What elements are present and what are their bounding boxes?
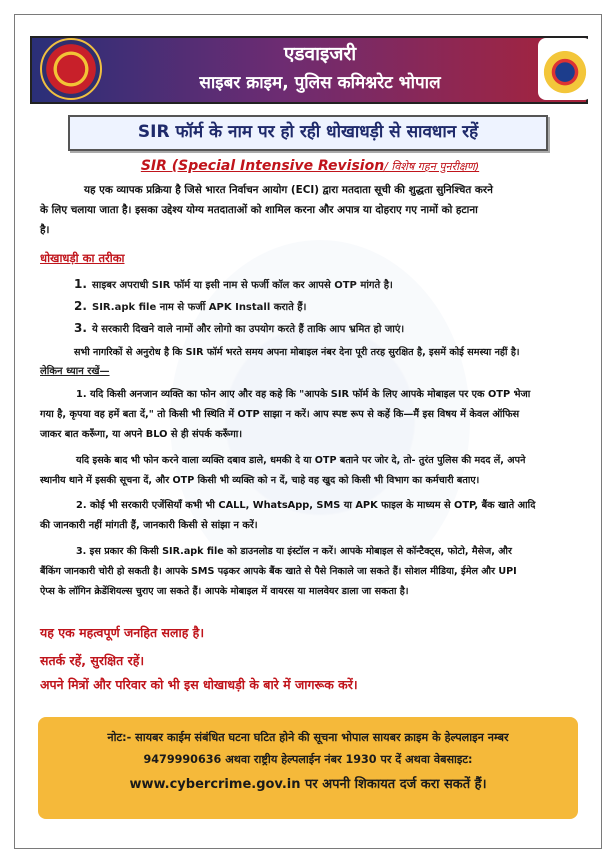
fraud-item-text: SIR.apk file नाम से फर्जी APK Install कराते हैं। — [92, 302, 307, 313]
advisory-title: एडवाइजरी — [283, 43, 357, 65]
note-line-2: 9479990636 अथवा राष्ट्रीय हेल्पलाईन नंबर 1930 पर दें अथवा वेबसाइट: — [143, 753, 473, 766]
fraud-item-2 — [74, 299, 594, 315]
fraud-item-text: ये सरकारी दिखने वाले नामों और लोगो का उपयोग करते हैं ताकि आप भ्रमित हो जाएं। — [92, 324, 405, 335]
intro-line-3: है। — [40, 224, 50, 236]
fraud-item-text: साइबर अपराधी SIR फॉर्म या इसी नाम से फर्जी कॉल कर आपसे OTP मांगते है। — [92, 280, 393, 291]
point2-line-1: 2. कोई भी सरकारी एजेंसियाँ कभी भी CALL, WhatsApp, SMS या APK फाइल के माध्यम से OTP, बैंक खाते आदि — [76, 500, 536, 511]
point1b-line-2: स्थानीय थाने में इसकी सूचना दें, और OTP किसी भी व्यक्ति को न दें, चाहे वह खुद को किसी भी विभाग का कर्मचारी बताए। — [40, 475, 480, 486]
note-line-1: नोट:- सायबर काईम संबंधित घटना घटित होने की सूचना भोपाल सायबर क्राइम के हेल्पलाइन नम्बर — [107, 731, 509, 744]
sir-heading — [100, 158, 520, 174]
point1b-line-1: यदि इसके बाद भी फोन करने वाला व्यक्ति दबाव डाले, धमकी दे या OTP बताने पर जोर दे, तो- तुरंत पुलिस की मदद लें, अपने — [76, 455, 526, 466]
closing-line-2: सतर्क रहें, सुरक्षित रहें। — [40, 653, 145, 668]
appeal-text: सभी नागरिकों से अनुरोध है कि SIR फॉर्म भरते समय अपना मोबाइल नंबर देना पूरी तरह सुरक्षित है, इसमें कोई समस्या नहीं है। — [74, 347, 520, 358]
helpline-note — [38, 717, 578, 819]
warning-banner: SIR फॉर्म के नाम पर हो रही धोखाधड़ी से सावधान रहें — [68, 115, 548, 151]
mp-police-crest-icon — [538, 38, 592, 100]
point3-line-2: बैंकिंग जानकारी चोरी हो सकती है। आपके SMS पढ़कर आपके बैंक खाते से पैसे निकाले जा सकते हैं। सोशल मीडिया, ईमेल और UPI — [40, 566, 517, 577]
fraud-item-num: 3. — [74, 321, 87, 335]
sir-heading-main: SIR (Special Intensive Revision — [140, 158, 385, 174]
sir-heading-sub: / विशेष गहन पुनरीक्षण) — [384, 160, 480, 173]
intro-line-2: के लिए चलाया जाता है। इसका उद्देश्य योग्य मतदाताओं को शामिल करना और अपात्र या दोहराए गए नामों को हटाना — [40, 204, 478, 216]
intro-line-1: यह एक व्यापक प्रक्रिया है जिसे भारत निर्वाचन आयोग (ECI) द्वारा मतदाता सूची की शुद्धता सुनिश्चित करने — [84, 184, 493, 196]
fraud-item-3 — [74, 321, 594, 337]
closing-line-1: यह एक महत्वपूर्ण जनहित सलाह है। — [40, 625, 205, 640]
point3-line-3: ऐप्स के लॉगिन क्रेडेंशियल्स चुराए जा सकते हैं। आपके मोबाइल में वायरस या मालवेयर डाला जा सकता है। — [40, 586, 409, 597]
note-line-3: www.cybercrime.gov.in पर अपनी शिकायत दर्ज करा सकतें हैं। — [129, 777, 487, 792]
closing-line-3: अपने मित्रों और परिवार को भी इस धोखाधड़ी के बारे में जागरूक करें। — [40, 677, 358, 692]
point1-line-3: जाकर बात करूँगा, या अपने BLO से ही संपर्क करूँगा। — [40, 429, 243, 440]
fraud-item-1 — [74, 277, 594, 293]
point3-line-1: 3. इस प्रकार की किसी SIR.apk file को डाउनलोड या इंस्टॉल न करें। आपके मोबाइल से कॉन्टैक्ट्स, फोटो, मैसेज, और — [76, 546, 512, 557]
fraud-item-num: 1. — [74, 277, 87, 291]
fraud-item-num: 2. — [74, 299, 87, 313]
advisory-subtitle: साइबर क्राइम, पुलिस कमिश्नरेट भोपाल — [199, 73, 441, 93]
point1-line-1: 1. यदि किसी अनजान व्यक्ति का फोन आए और वह कहे कि "आपके SIR फॉर्म के लिए आपके मोबाइल पर एक OTP भेजा — [76, 389, 531, 400]
caution-label: लेकिन ध्यान रखें— — [40, 366, 110, 377]
police-emblem-icon — [40, 38, 102, 100]
point1-line-2: गया है, कृपया वह हमें बता दें," तो किसी भी स्थिति में OTP साझा न करें। आप स्पष्ट रूप से कहें कि—मैं इस विषय में केवल ऑफिस — [40, 409, 520, 420]
fraud-method-heading: धोखाधड़ी का तरीका — [40, 251, 125, 265]
point2-line-2: की जानकारी नहीं मांगती हैं, जानकारी किसी से सांझा न करें। — [40, 520, 258, 531]
